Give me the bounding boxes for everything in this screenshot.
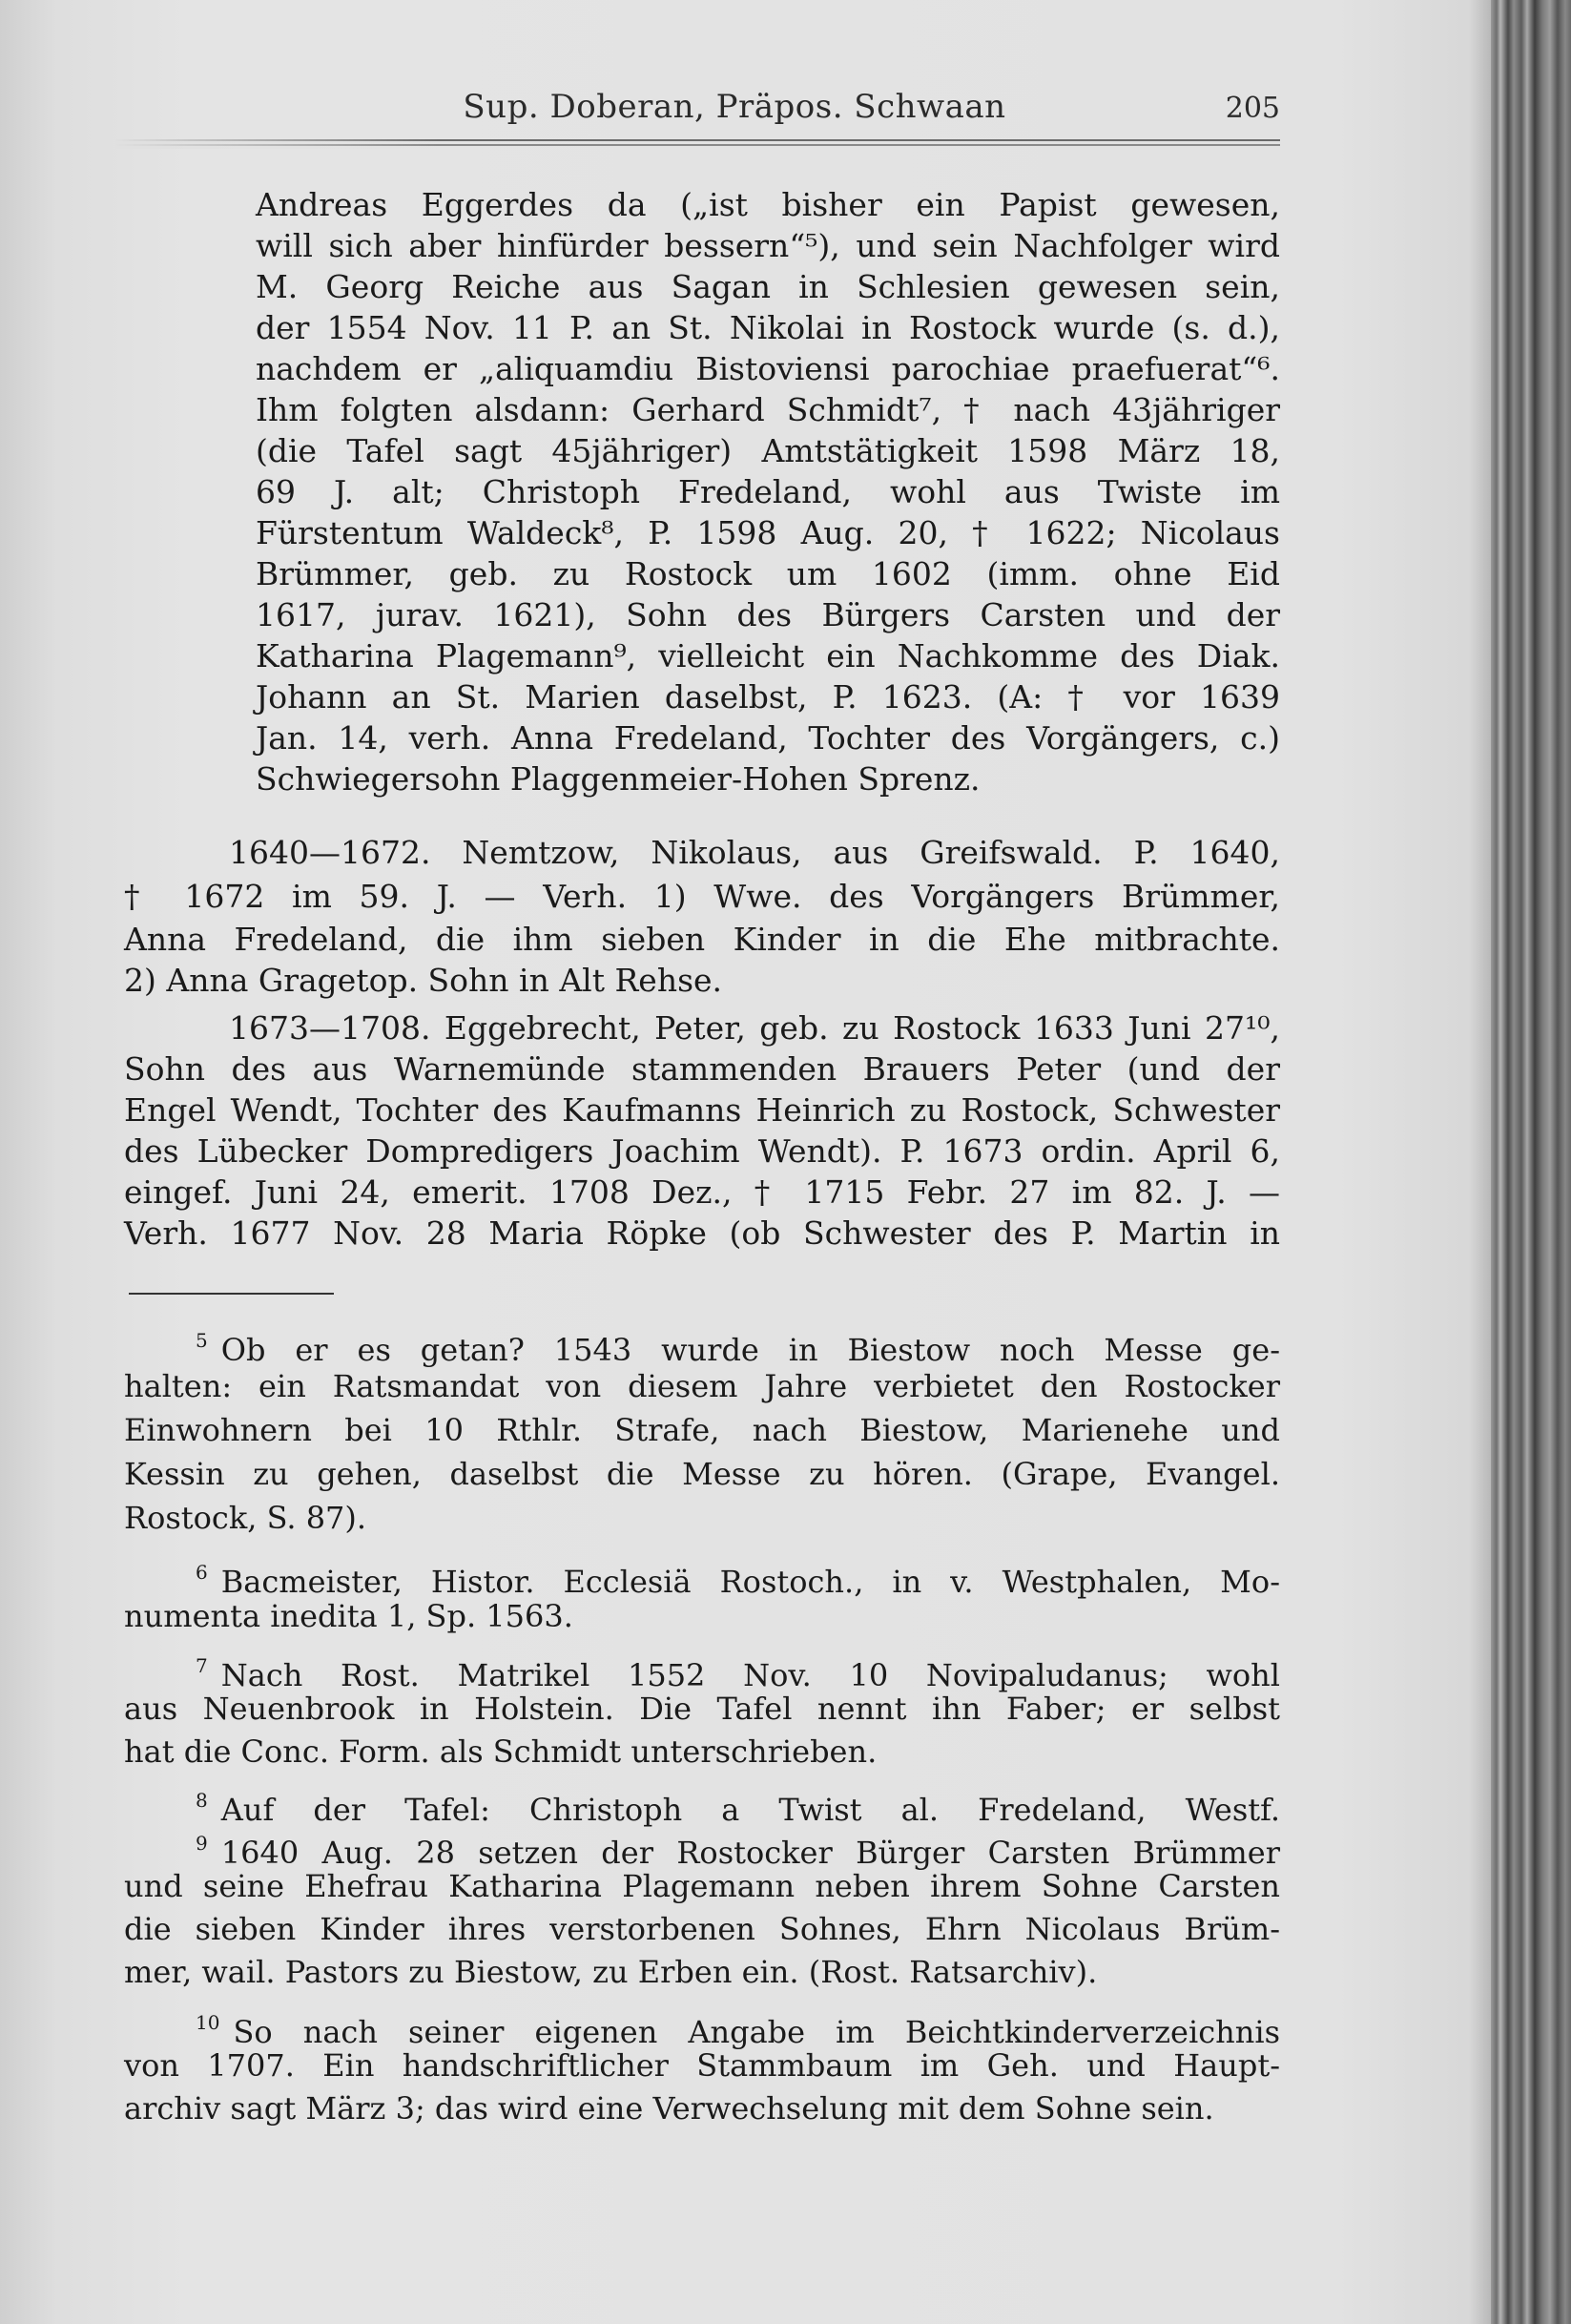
footnote-marker: 9 xyxy=(196,1832,208,1855)
text-line: Schwiegersohn Plaggenmeier-Hohen Sprenz. xyxy=(256,760,981,798)
text-line: (die Tafel sagt 45jähriger) Amtstätigkeit 1598 März 18, xyxy=(256,432,1280,469)
text-line: 1673—1708. Eggebrecht, Peter, geb. zu Rostock 1633 Juni 27¹⁰, xyxy=(229,1009,1280,1047)
footnote-text: Ob er es getan? 1543 wurde in Biestow noch Messe ge- xyxy=(220,1332,1280,1368)
page-number: 205 xyxy=(1225,92,1280,125)
text-line: Jan. 14, verh. Anna Fredeland, Tochter des Vorgängers, c.) xyxy=(256,719,1280,757)
running-title: Sup. Doberan, Präpos. Schwaan xyxy=(463,88,1006,126)
footnote-line xyxy=(196,1321,1280,1369)
footnote-line: halten: ein Ratsmandat von diesem Jahre verbietet den Rostocker xyxy=(124,1368,1280,1404)
footnote-line xyxy=(196,1647,1280,1694)
footnote-line xyxy=(196,1553,1280,1601)
footnote-text: Nach Rost. Matrikel 1552 Nov. 10 Novipaludanus; wohl xyxy=(220,1657,1280,1693)
footnote-text: Auf der Tafel: Christoph a Twist al. Fredeland, Westf. xyxy=(220,1792,1280,1828)
footnote-text: 1640 Aug. 28 setzen der Rostocker Bürger Carsten Brümmer xyxy=(220,1835,1280,1871)
text-line: Andreas Eggerdes da („ist bisher ein Papist gewesen, xyxy=(256,186,1280,223)
footnote-line: mer, wail. Pastors zu Biestow, zu Erben ein. (Rost. Ratsarchiv). xyxy=(124,1954,1098,1990)
footnote-line: Einwohnern bei 10 Rthlr. Strafe, nach Biestow, Marienehe und xyxy=(124,1412,1280,1448)
footnote-line: Kessin zu gehen, daselbst die Messe zu hören. (Grape, Evangel. xyxy=(124,1456,1280,1492)
text-line: 2) Anna Gragetop. Sohn in Alt Rehse. xyxy=(124,962,723,999)
text-line: der 1554 Nov. 11 P. an St. Nikolai in Rostock wurde (s. d.), xyxy=(256,309,1280,346)
text-line: M. Georg Reiche aus Sagan in Schlesien gewesen sein, xyxy=(256,268,1280,305)
footnote-line: die sieben Kinder ihres verstorbenen Sohnes, Ehrn Nicolaus Brüm- xyxy=(124,1911,1280,1947)
text-line: Fürstentum Waldeck⁸, P. 1598 Aug. 20, † 1622; Nicolaus xyxy=(256,514,1280,551)
footnote-text: Bacmeister, Histor. Ecclesiä Rostoch., in v. Westphalen, Mo- xyxy=(220,1564,1280,1600)
text-line: Ihm folgten alsdann: Gerhard Schmidt⁷, † nach 43jähriger xyxy=(256,391,1280,428)
footnote-line: hat die Conc. Form. als Schmidt unterschrieben. xyxy=(124,1733,878,1770)
footnote-marker: 6 xyxy=(196,1561,208,1584)
text-line: Brümmer, geb. zu Rostock um 1602 (imm. ohne Eid xyxy=(256,555,1280,592)
footnote-marker: 10 xyxy=(196,2011,220,2034)
text-line: 69 J. alt; Christoph Fredeland, wohl aus Twiste im xyxy=(256,473,1280,510)
footnote-line: aus Neuenbrook in Holstein. Die Tafel nennt ihn Faber; er selbst xyxy=(124,1691,1280,1727)
footnote-separator xyxy=(129,1293,334,1295)
footnote-line: Rostock, S. 87). xyxy=(124,1500,367,1536)
footnote-marker: 8 xyxy=(196,1789,208,1812)
text-line: Sohn des aus Warnemünde stammenden Brauers Peter (und der xyxy=(124,1050,1280,1088)
text-line: nachdem er „aliquamdiu Bistoviensi parochiae praefuerat“⁶. xyxy=(256,350,1280,387)
text-line: Katharina Plagemann⁹, vielleicht ein Nachkomme des Diak. xyxy=(256,637,1280,674)
text-line: Anna Fredeland, die ihm sieben Kinder in die Ehe mitbrachte. xyxy=(124,921,1280,958)
footnote-marker: 5 xyxy=(196,1329,208,1352)
footnote-line: numenta inedita 1, Sp. 1563. xyxy=(124,1598,573,1634)
header-rule-fade xyxy=(114,139,439,149)
footnote-line: und seine Ehefrau Katharina Plagemann neben ihrem Sohne Carsten xyxy=(124,1868,1280,1904)
text-line: eingef. Juni 24, emerit. 1708 Dez., † 1715 Febr. 27 im 82. J. — xyxy=(124,1173,1280,1211)
text-line: Johann an St. Marien daselbst, P. 1623. (A: † vor 1639 xyxy=(256,678,1280,716)
text-line: des Lübecker Dompredigers Joachim Wendt). P. 1673 ordin. April 6, xyxy=(124,1132,1280,1170)
footnote-line xyxy=(196,1781,1280,1829)
footnote-line xyxy=(196,2003,1280,2051)
footnote-line: archiv sagt März 3; das wird eine Verwechselung mit dem Sohne sein. xyxy=(124,2090,1214,2127)
footnote-marker: 7 xyxy=(196,1654,208,1677)
text-line: Engel Wendt, Tochter des Kaufmanns Heinrich zu Rostock, Schwester xyxy=(124,1091,1280,1129)
text-line: Verh. 1677 Nov. 28 Maria Röpke (ob Schwester des P. Martin in xyxy=(124,1214,1280,1252)
footnote-line: von 1707. Ein handschriftlicher Stammbaum im Geh. und Haupt- xyxy=(124,2047,1280,2084)
text-line: † 1672 im 59. J. — Verh. 1) Wwe. des Vorgängers Brümmer, xyxy=(124,878,1280,915)
book-page-edges xyxy=(1491,0,1571,2324)
text-line: 1640—1672. Nemtzow, Nikolaus, aus Greifswald. P. 1640, xyxy=(229,834,1280,871)
footnote-line xyxy=(196,1824,1280,1872)
text-line: will sich aber hinfürder bessern“⁵), und sein Nachfolger wird xyxy=(256,227,1280,264)
text-line: 1617, jurav. 1621), Sohn des Bürgers Carsten und der xyxy=(256,596,1280,633)
footnote-text: So nach seiner eigenen Angabe im Beichtkinderverzeichnis xyxy=(233,2014,1280,2050)
